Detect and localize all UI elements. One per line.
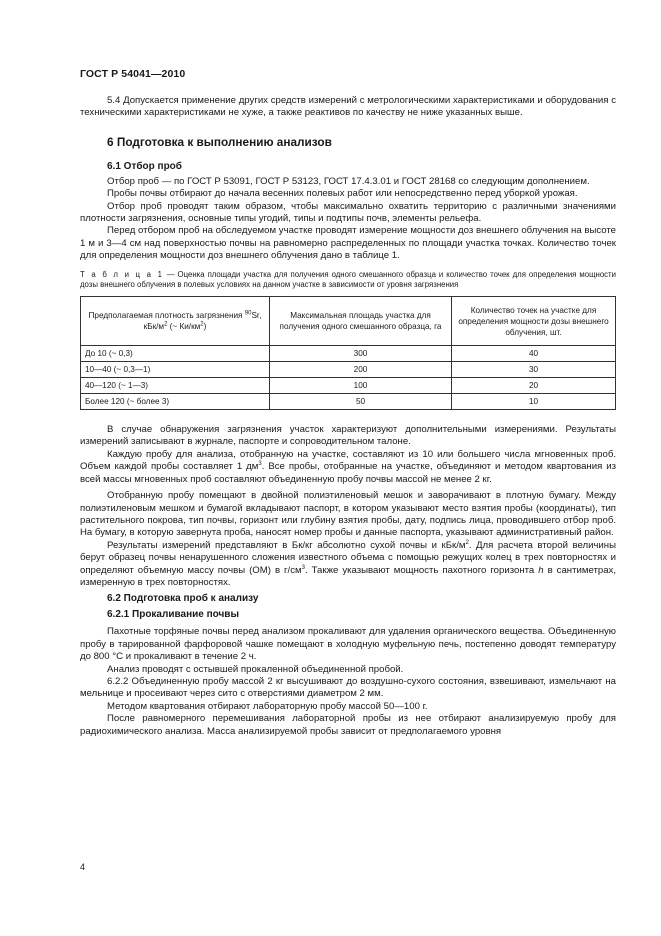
paragraph: Отобранную пробу помещают в двойной полиэтиленовый мешок и заворачивают в плотную бумагу. Между полиэтиленовым мешком и бумагой вкладывают паспорт, в котором указывают место взятия пробы (координаты), тип растительного покрова, тип почвы, горизонт или глубину взятия пробы, дату, подпись лица, проводившего отбор проб. На бумагу, в которую завернута проба, наносят номер пробы и данные паспорта, указывают административный район. xyxy=(80,490,616,539)
header-text: Sr, кБк/м xyxy=(143,311,262,332)
table-cell-density: Более 120 (~ более 3) xyxy=(81,394,270,410)
section-6-title: 6 Подготовка к выполнению анализов xyxy=(107,134,332,149)
superscript: 3 xyxy=(301,564,305,571)
text-run: . Все пробы, отобранные на участке, объединяют и методом квартования из всей массы мгновенных проб составляют объединенную пробу почвы массой не менее 2 кг. xyxy=(80,461,617,485)
paragraph: 6.2.2 Объединенную пробу массой 2 кг высушивают до воздушно-сухого состояния, взвешивают, измельчают на мельнице и просеивают через сито с отверстиями диаметром 2 мм. xyxy=(80,675,616,700)
table-row xyxy=(81,378,616,394)
table-cell-points: 40 xyxy=(452,346,616,362)
table-cell-area: 50 xyxy=(270,394,452,410)
table-1-caption xyxy=(80,270,616,290)
table-header-density xyxy=(81,297,270,346)
paragraph-5-4: 5.4 Допускается применение других средств измерений с метрологическими характеристиками и оборудования с техническими характеристиками не хуже, а также реактивов по качеству не ниже указанных выше. xyxy=(80,95,616,119)
table-1 xyxy=(80,296,616,410)
page-number: 4 xyxy=(80,862,86,872)
paragraph: Перед отбором проб на обследуемом участке проводят измерение мощности доз внешнего облучения на высоте 1 м и 3—4 см над поверхностью почвы на равномерно распределенных по площади участка точках. Количество точек для определения мощности доз внешнего облучения дано в таблице 1. xyxy=(80,225,616,262)
table-header-area: Максимальная площадь участка для получения одного смешанного образца, га xyxy=(270,297,452,346)
paragraph xyxy=(80,540,616,590)
section-6-1-title: 6.1 Отбор проб xyxy=(107,160,182,172)
italic-variable: h xyxy=(538,564,544,576)
document-header: ГОСТ Р 54041—2010 xyxy=(80,68,186,80)
superscript: 3 xyxy=(258,461,262,468)
superscript: 2 xyxy=(200,321,204,328)
table-1-caption-text: — Оценка площади участка для получения одного смешанного образца и количество точек для определения мощности дозы внешнего облучения в полевых условиях на данном участке в зависимости от уровня загрязнения xyxy=(80,269,616,289)
text-run: . Для расчета второй величины берут образец почвы ненарушенного сложения известного объема с помощью режущих колец в трех повторностях и определяют объемную массу почвы (ОМ) в г/см xyxy=(80,539,616,576)
header-text: ) xyxy=(203,322,207,332)
superscript: 90 xyxy=(244,310,252,317)
table-row xyxy=(81,346,616,362)
table-header-row xyxy=(81,297,616,346)
header-text: (~ Ки/км xyxy=(167,322,201,332)
section-6-2-title: 6.2 Подготовка проб к анализу xyxy=(107,593,259,605)
table-cell-area: 100 xyxy=(270,378,452,394)
table-cell-points: 20 xyxy=(452,378,616,394)
paragraph: В случае обнаружения загрязнения участок характеризуют дополнительными измерениями. Результаты измерений записывают в журнале, паспорте и сопроводительном талоне. xyxy=(80,424,616,448)
table-cell-points: 10 xyxy=(452,394,616,410)
paragraph xyxy=(80,449,616,486)
table-1-label: Т а б л и ц а 1 xyxy=(80,269,164,279)
text-run: Результаты измерений представляют в Бк/кг абсолютно сухой почвы и кБк/м xyxy=(107,539,466,551)
table-header-points: Количество точек на участке для определения мощности дозы внешнего облучения, шт. xyxy=(452,297,616,346)
superscript: 2 xyxy=(164,321,168,328)
paragraph: Методом квартования отбирают лабораторную пробу массой 50—100 г. xyxy=(107,700,428,712)
header-text: Предполагаемая плотность загрязнения xyxy=(88,311,245,321)
text-run: Каждую пробу для анализа, отобранную на участке, составляют из 10 или большего числа мгновенных проб. Объем каждой пробы составляет 1 дм xyxy=(80,448,616,473)
paragraph: Отбор проб проводят таким образом, чтобы максимально охватить территорию с различными значениями плотности загрязнения, основные типы угодий, типы и подтипы почв, элементы рельефа. xyxy=(80,200,616,225)
section-6-2-1-title: 6.2.1 Прокаливание почвы xyxy=(107,609,239,621)
superscript: 2 xyxy=(465,539,469,546)
table-cell-area: 300 xyxy=(270,346,452,362)
table-cell-density: 10—40 (~ 0,3—1) xyxy=(81,362,270,378)
document-body xyxy=(80,95,616,738)
paragraph: Пахотные торфяные почвы перед анализом прокаливают для удаления органического вещества. Объединенную пробу в тарированной фарфоровой чашке помещают в холодную муфельную печь, постепенно доводят температуру до 800 °С и прокаливают в течение 2 ч. xyxy=(80,626,616,663)
text-run: в сантиметрах, измеренную в трех повторностях. xyxy=(80,564,616,588)
text-run: . Также указывают мощность пахотного горизонта xyxy=(304,564,539,576)
table-row xyxy=(81,394,616,410)
paragraph: После равномерного перемешивания лабораторной пробы из нее отбирают анализируемую пробу для радиохимического анализа. Масса анализируемой пробы зависит от предполагаемого уровня xyxy=(80,713,616,737)
table-cell-points: 30 xyxy=(452,362,616,378)
table-cell-density: До 10 (~ 0,3) xyxy=(81,346,270,362)
table-cell-density: 40—120 (~ 1—3) xyxy=(81,378,270,394)
paragraph: Пробы почвы отбирают до начала весенних полевых работ или непосредственно перед уборкой урожая. xyxy=(107,188,578,200)
table-row xyxy=(81,362,616,378)
paragraph: Отбор проб — по ГОСТ Р 53091, ГОСТ Р 53123, ГОСТ 17.4.3.01 и ГОСТ 28168 со следующим дополнением. xyxy=(107,175,590,187)
table-cell-area: 200 xyxy=(270,362,452,378)
paragraph: Анализ проводят с остывшей прокаленной объединенной пробой. xyxy=(107,663,404,675)
